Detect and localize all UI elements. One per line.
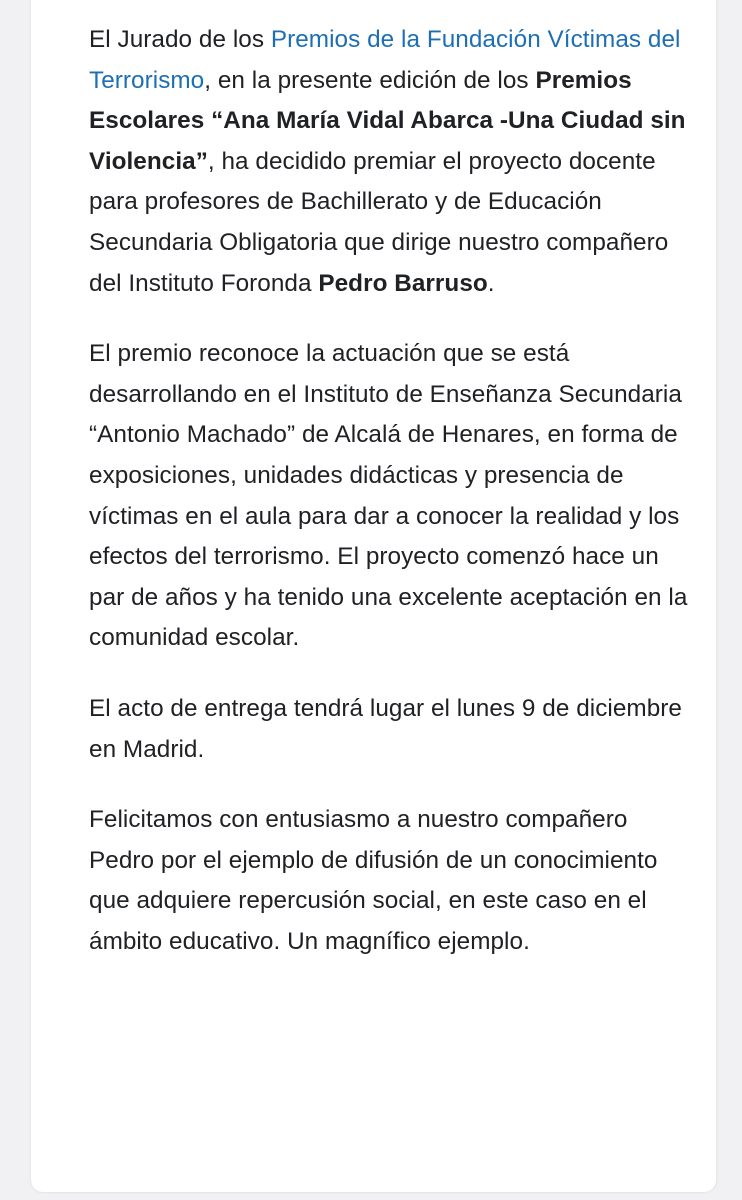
paragraph-ceremony: El acto de entrega tendrá lugar el lunes 9 de diciembre en Madrid. [89, 694, 682, 763]
paragraph-award-details: El premio reconoce la actuación que se está desarrollando en el Instituto de Enseñanza Secundaria “Antonio Machado” de Alcalá de Henares, en forma de exposiciones, unidades didácticas y presencia de víctimas en el aula para dar a conocer la realidad y los efectos del terrorismo. El proyecto comenzó hace un par de años y ha tenido una excelente aceptación en la comunidad escolar. [89, 340, 688, 652]
award-name: Premios Escolares “Ana María Vidal Abarca -Una Ciudad sin Violencia” [89, 66, 686, 175]
article-card [31, 0, 716, 1192]
sentence-end: . [487, 269, 495, 297]
project-description: , ha decidido premiar el proyecto docente para profesores de Bachillerato y de Educación Secundaria Obligatoria que dirige nuestro compañero del Instituto Foronda [89, 147, 669, 297]
paragraph-congratulations: Felicitamos con entusiasmo a nuestro compañero Pedro por el ejemplo de difusión de un conocimiento que adquiere repercusión social, en este caso en el ámbito educativo. Un magnífico ejemplo. [89, 806, 658, 955]
intro-text-continued: , en la presente edición de los [204, 66, 536, 94]
foundation-awards-link[interactable]: Premios de la Fundación Víctimas del Terrorismo [89, 26, 681, 94]
intro-text: El Jurado de los [89, 26, 271, 53]
paragraph-intro [89, 20, 694, 304]
awardee-name: Pedro Barruso [318, 269, 488, 297]
